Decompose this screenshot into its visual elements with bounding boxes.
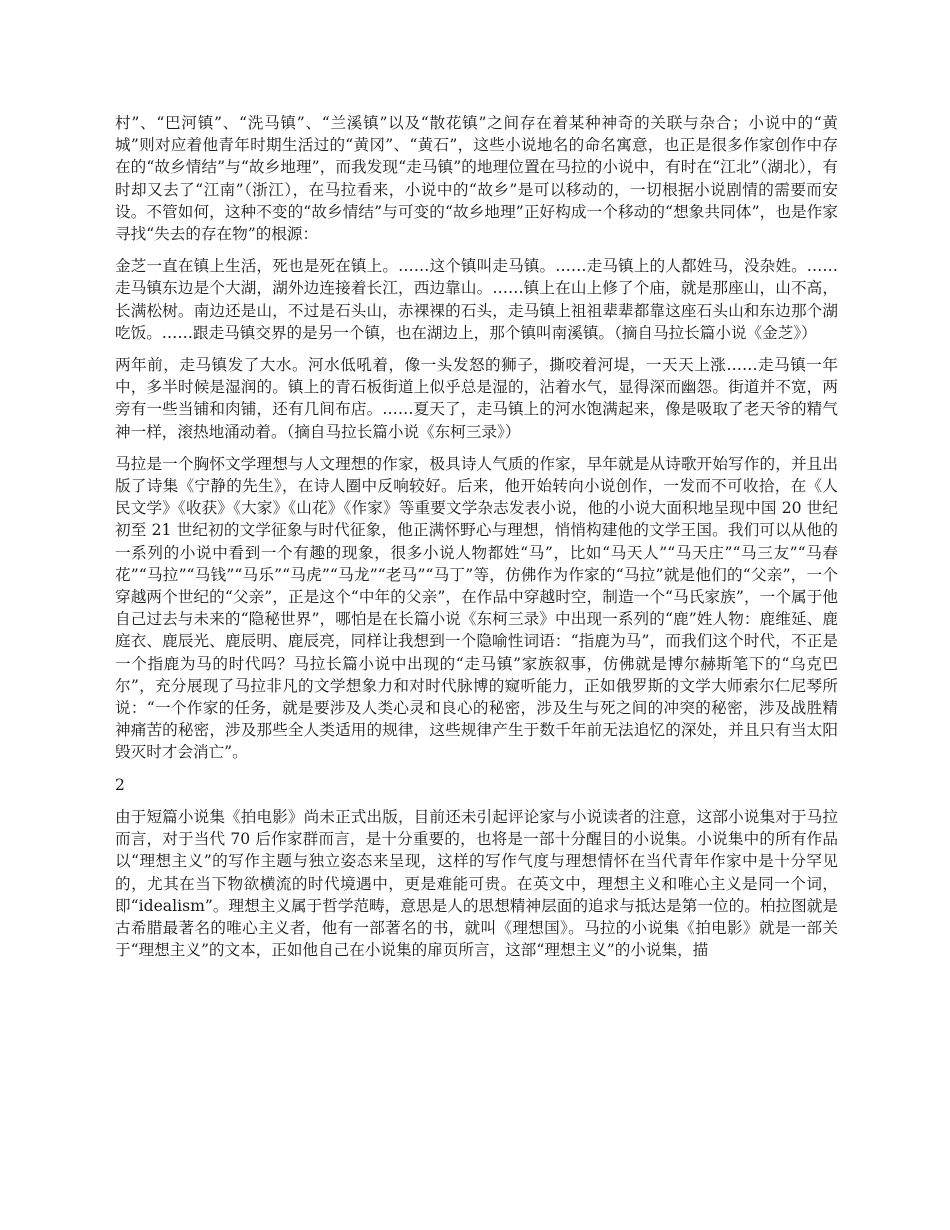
document-page xyxy=(115,112,838,971)
paragraph-quote-dongke: 两年前，走马镇发了大水。河水低吼着，像一头发怒的狮子，撕咬着河堤，一天天上涨……走马镇一年中，多半时候是湿润的。镇上的青石板街道上似乎总是湿的，沾着水气，显得深而幽怨。街道并不宽，两旁有一些当铺和肉铺，还有几间布店。……夏天了，走马镇上的河水饱满起来，像是吸取了老天爷的精气神一样，滚热地涌动着。（摘自马拉长篇小说《东柯三录》） xyxy=(115,356,838,441)
paragraph-mala-analysis: 马拉是一个胸怀文学理想与人文理想的作家，极具诗人气质的作家，早年就是从诗歌开始写作的，并且出版了诗集《宁静的先生》，在诗人圈中反响较好。后来，他开始转向小说创作，一发而不可收拾，在《人民文学》《收获》《大家》《山花》《作家》等重要文学杂志发表小说，他的小说大面积地呈现中国 20 世纪初至 21 世纪初的文学征象与时代征象，他正满怀野心与理想，悄悄构建他的文学王国。我们可以从他的一系列的小说中看到一个有趣的现象，很多小说人物都姓“马”，比如“马天人”“马天庄”“马三友”“马春花”“马拉”“马钱”“马乐”“马虎”“马龙”“老马”“马丁”等，仿佛作为作家的“马拉”就是他们的“父亲”，一个穿越两个世纪的“父亲”，正是这个“中年的父亲”，在作品中穿越时空，制造一个“马氏家族”，一个属于他自己过去与未来的“隐秘世界”，哪怕是在长篇小说《东柯三录》中出现一系列的“鹿”姓人物：鹿维延、鹿庭衣、鹿辰光、鹿辰明、鹿辰亮，同样让我想到一个隐喻性词语：“指鹿为马”，而我们这个时代，不正是一个指鹿为马的时代吗？马拉长篇小说中出现的“走马镇”家族叙事，仿佛就是博尔赫斯笔下的“乌克巴尔”，充分展现了马拉非凡的文学想象力和对时代脉博的窥听能力，正如俄罗斯的文学大师索尔仁尼琴所说：“一个作家的任务，就是要涉及人类心灵和良心的秘密，涉及生与死之间的冲突的秘密，涉及战胜精神痛苦的秘密，涉及那些全人类适用的规律，这些规律产生于数千年前无法追忆的深处，并且只有当太阳毁灭时才会消亡”。 xyxy=(115,454,838,762)
paragraph-paidianying: 由于短篇小说集《拍电影》尚未正式出版，目前还未引起评论家与小说读者的注意，这部小说集对于马拉而言，对于当代 70 后作家群而言，是十分重要的，也将是一部十分醒目的小说集。小说集中的所有作品以“理想主义”的写作主题与独立姿态来呈现，这样的写作气度与理想情怀在当代青年作家中是十分罕见的，尤其在当下物欲横流的时代境遇中，更是难能可贵。在英文中，理想主义和唯心主义是同一个词，即“idealism”。理想主义属于哲学范畴，意思是人的思想精神层面的追求与抵达是第一位的。柏拉图就是古希腊最著名的唯心主义者，他有一部著名的书，就叫《理想国》。马拉的小说集《拍电影》就是一部关于“理想主义”的文本，正如他自己在小说集的扉页所言，这部“理想主义”的小说集，描 xyxy=(115,807,838,960)
section-number: 2 xyxy=(115,775,125,794)
paragraph-intro: 村”、“巴河镇”、“洗马镇”、“兰溪镇”以及“散花镇”之间存在着某种神奇的关联与杂合；小说中的“黄城”则对应着他青年时期生活过的“黄冈”、“黄石”，这些小说地名的命名寓意，也正是很多作家创作中存在的“故乡情结”与“故乡地理”，而我发现“走马镇”的地理位置在马拉的小说中，有时在“江北”（湖北），有时却又去了“江南”（浙江），在马拉看来，小说中的“故乡”是可以移动的，一切根据小说剧情的需要而安设。不管如何，这种不变的“故乡情结”与可变的“故乡地理”正好构成一个移动的“想象共同体”，也是作家寻找“失去的存在物”的根源： xyxy=(115,114,838,244)
paragraph-quote-jinzhi: 金芝一直在镇上生活，死也是死在镇上。……这个镇叫走马镇。……走马镇上的人都姓马，没杂姓。……走马镇东边是个大湖，湖外边连接着长江，西边靠山。……镇上在山上修了个庙，就是那座山，山不高，长满松树。南边还是山，不过是石头山，赤裸裸的石头，走马镇上祖祖辈辈都靠这座石头山和东边那个湖吃饭。……跟走马镇交界的是另一个镇，也在湖边上，那个镇叫南溪镇。（摘自马拉长篇小说《金芝》） xyxy=(115,257,838,342)
